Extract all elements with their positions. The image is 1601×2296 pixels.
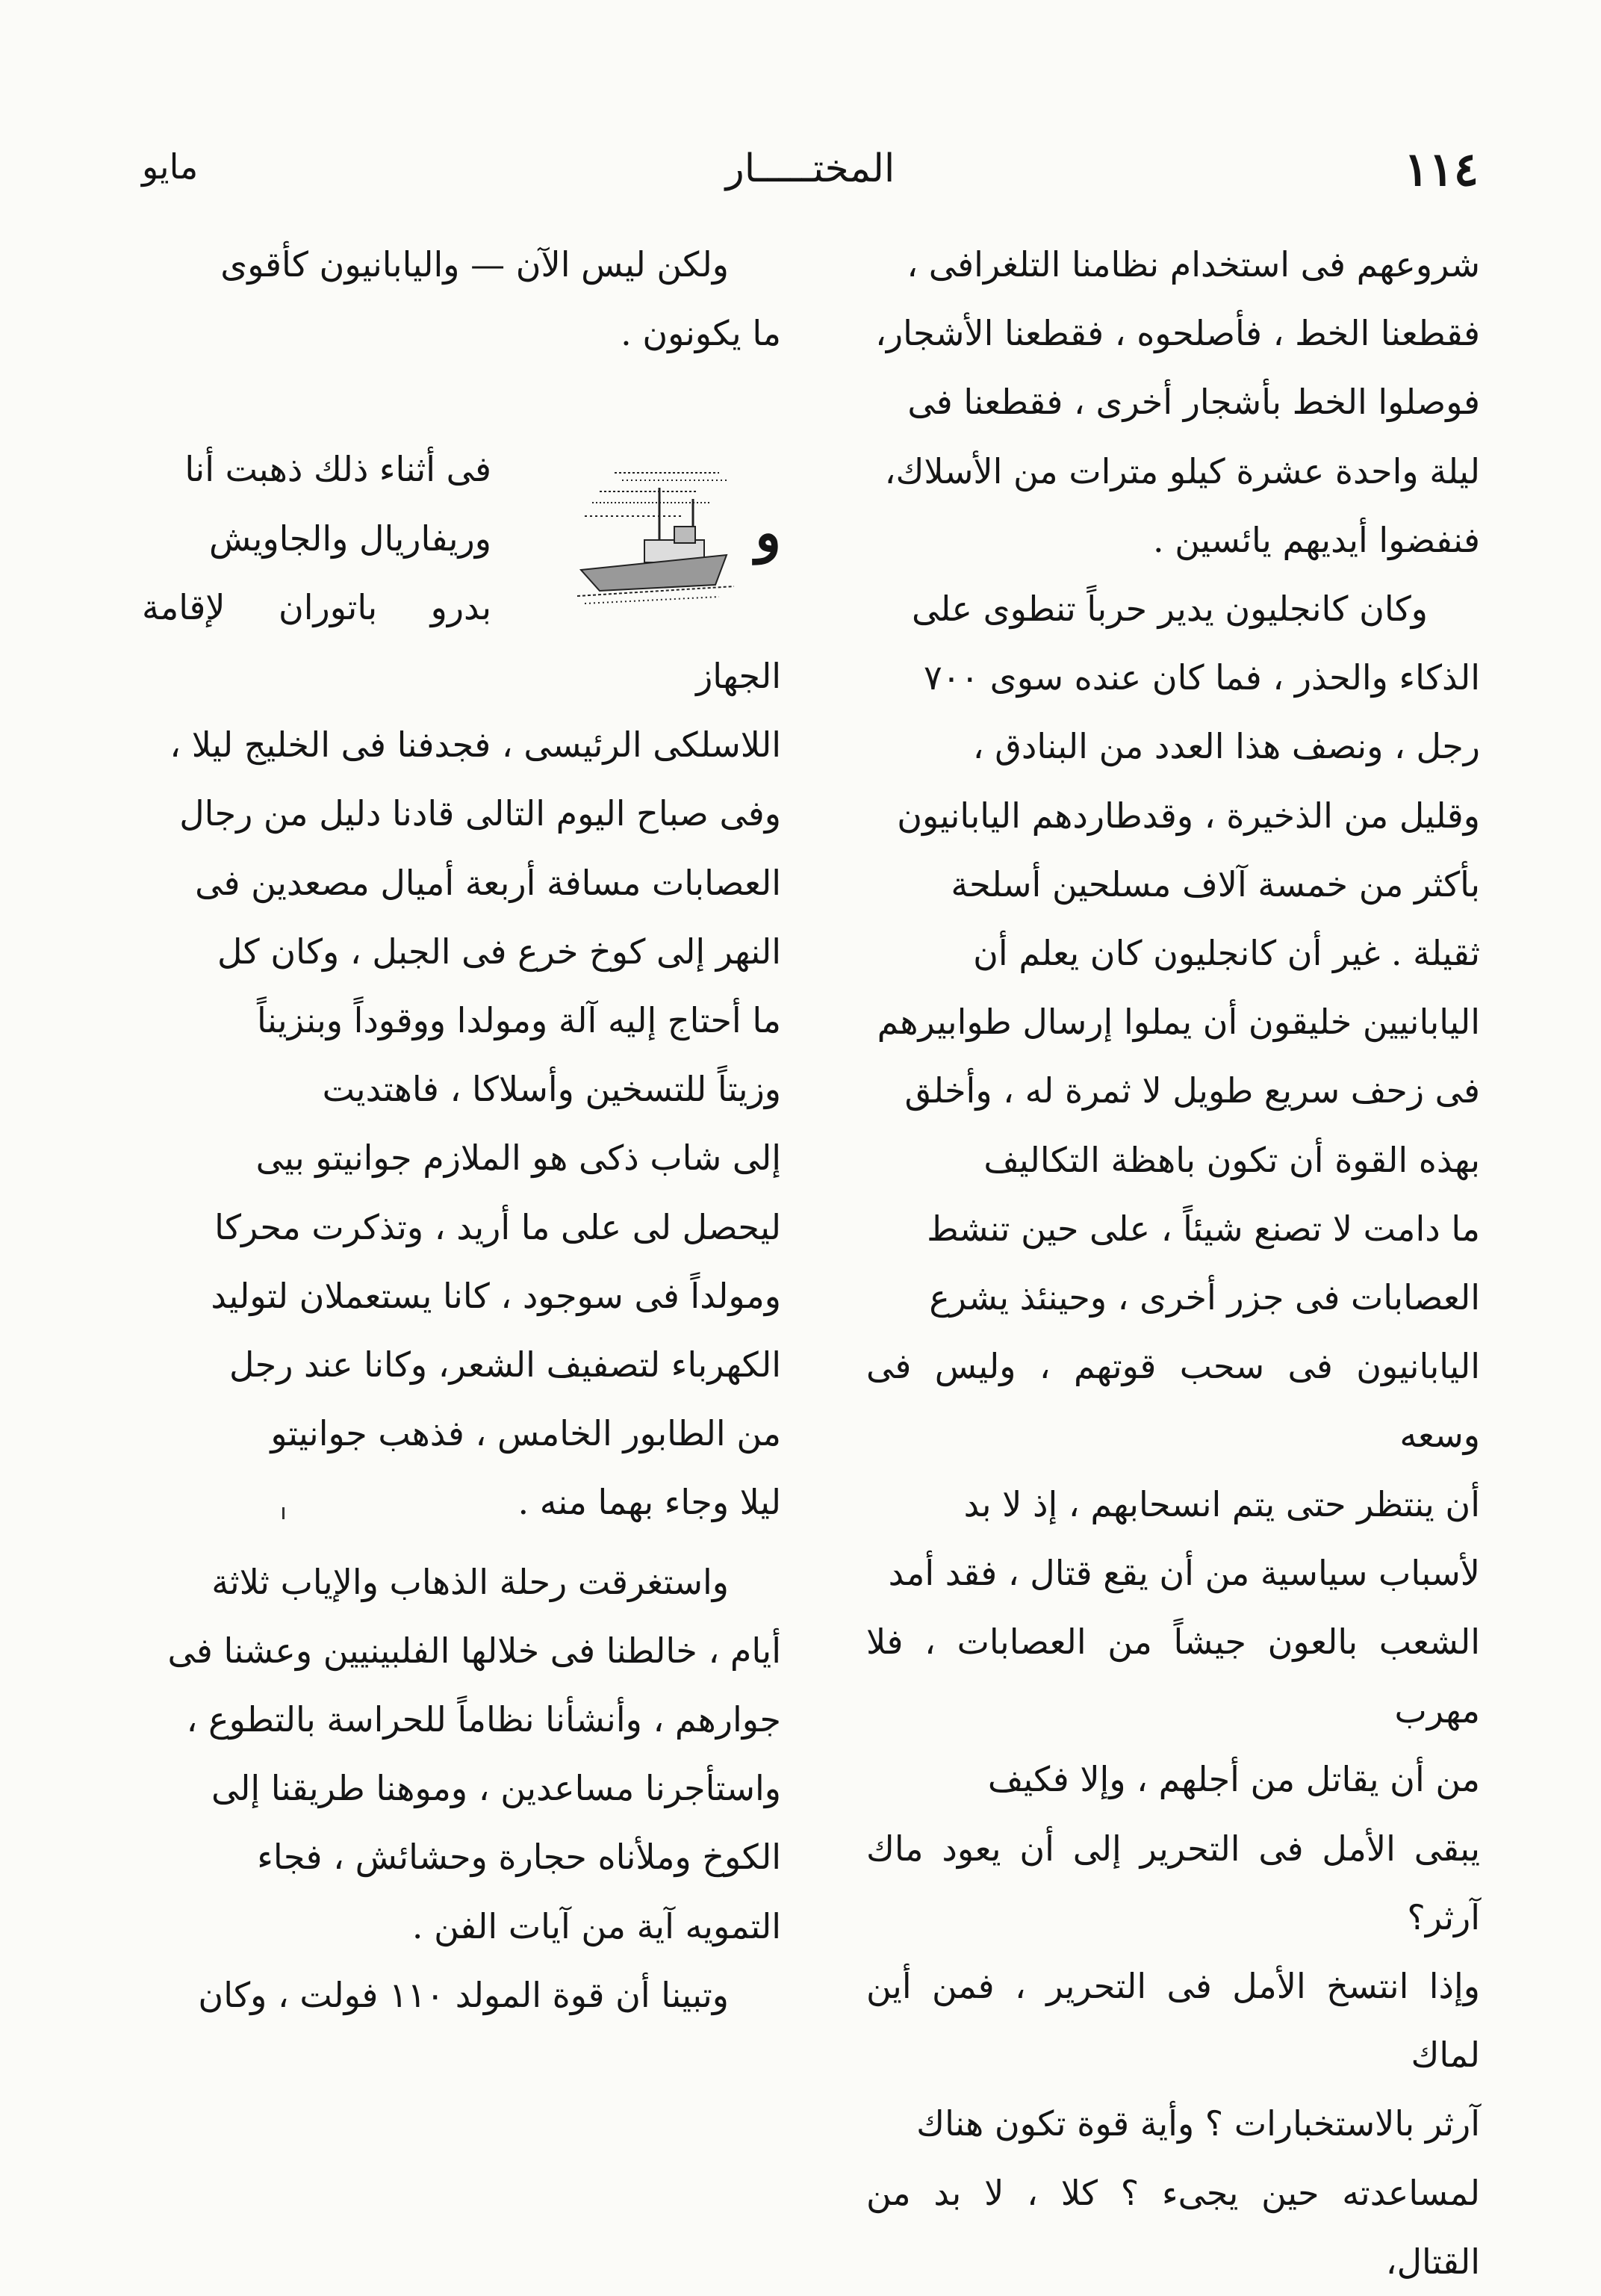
text-line: اليابانيين خليقون أن يملوا إرسال طوابيرهم [877,1002,1480,1043]
text-line: آرثر بالاستخبارات ؟ وأية قوة تكون هناك [916,2103,1480,2144]
text-line: واستغرقت رحلة الذهاب والإياب ثلاثة [211,1561,729,1602]
page-number: ١١٤ [1404,142,1479,196]
text-line: النهر إلى كوخ خرع فى الجبل ، وكان كل [217,931,781,972]
text-line: الذكاء والحذر ، فما كان عنده سوى ٧٠٠ [923,657,1480,698]
text-line: يبقى الأمل فى التحرير إلى أن يعود ماك آرثر؟ [866,1828,1480,1937]
text-line: وقليل من الذخيرة ، وقدطاردهم اليابانيون [897,795,1480,836]
text-line: من الطابور الخامس ، فذهب جوانيتو [270,1413,781,1454]
text-line: من أن يقاتل من أجلهم ، وإلا فكيف [987,1759,1480,1800]
text-line: وريفاريال والجاويش [209,518,491,559]
text-line: بأكثر من خمسة آلاف مسلحين أسلحة [951,863,1480,905]
text-line: فقطعنا الخط ، فأصلحوه ، فقطعنا الأشجار، [875,313,1480,354]
text-line: لأسباب سياسية من أن يقع قتال ، فقد أمد [888,1552,1480,1593]
text-line: فى زحف سريع طويل لا ثمرة له ، وأخلق [904,1070,1480,1111]
text-line: ليحصل لى على ما أريد ، وتذكرت محركا [214,1206,781,1247]
left-column [142,230,781,2029]
text-line: ثقيلة . غير أن كانجليون كان يعلم أن [973,933,1480,974]
text-line: أن ينتظر حتى يتم انسحابهم ، إذ لا بد [963,1483,1480,1524]
text-line: جوارهم ، وأنشأنا نظاماً للحراسة بالتطوع ، [186,1699,781,1740]
text-line: فنفضوا أيديهم يائسين . [1153,519,1480,560]
text-line: ما يكونون . [621,313,781,354]
text-line: وكان كانجليون يدير حرباً تنطوى على [911,589,1428,630]
text-line: العصابات مسافة أربعة أميال مصعدين فى [195,862,781,903]
text-line: وزيتاً للتسخين وأسلاكا ، فاهتديت [322,1069,781,1110]
text-line: رجل ، ونصف هذا العدد من البنادق ، [972,726,1480,767]
header-month: مايو [142,146,199,187]
text-line: ومولداً فى سوجود ، كانا يستعملان لتوليد [211,1275,781,1316]
text-line: الكهرباء لتصفيف الشعر، وكانا عند رجل [229,1344,781,1386]
text-line: ما دامت لا تصنع شيئاً ، على حين تنشط [927,1208,1480,1249]
print-mark [282,1507,285,1519]
text-line: وفى صباح اليوم التالى قادنا دليل من رجال [179,793,781,834]
text-line: اللاسلكى الرئيسى ، فجدفنا فى الخليج ليلا ، [170,725,781,766]
text-line: إلى شاب ذكى هو الملازم جوانيتو بيى [255,1138,781,1179]
text-line: العصابات فى جزر أخرى ، وحينئذ يشرع [929,1277,1480,1318]
text-line: وتبينا أن قوة المولد ١١٠ فولت ، وكان [198,1974,729,2015]
text-line: ما أحتاج إليه آلة ومولدا ووقوداً وبنزيناً [257,1000,781,1041]
page-header [142,142,1479,206]
text-line: ليلة واحدة عشرة كيلو مترات من الأسلاك، [884,450,1480,491]
text-line: بدرو باتوران لإقامة الجهاز [142,586,781,697]
text-line: فوصلوا الخط بأشجار أخرى ، فقطعنا فى [907,382,1480,423]
header-title: المختـــــار [725,146,895,191]
text-line: فى أثناء ذلك ذهبت أنا [184,449,491,490]
text-line: الشعب بالعون جيشاً من العصابات ، فلا مهرب [866,1622,1480,1731]
right-column [866,230,1480,2296]
text-line: أيام ، خالطنا فى خلالها الفلبينيين وعشنا فى [167,1630,781,1671]
illustration-with-drop-cap [512,439,781,626]
text-line: التمويه آية من آيات الفن . [411,1905,781,1946]
paragraph-gap [142,367,781,435]
text-line: ليلا وجاء بهما منه . [517,1482,781,1523]
paragraph-gap [142,1537,781,1548]
text-line: لمساعدته حين يجىء ؟ كلا ، لا بد من القتال، [866,2172,1480,2282]
drop-cap: و [755,500,781,565]
text-line: واستأجرنا مساعدين ، وموهنا طريقنا إلى [211,1768,781,1809]
text-line: الكوخ وملأناه حجارة وحشائش ، فجاء [257,1837,781,1878]
text-line: ولكن ليس الآن — واليابانيون كأقوى [220,244,729,285]
text-line: اليابانيون فى سحب قوتهم ، وليس فى وسعه [866,1346,1480,1456]
text-line: شروعهم فى استخدام نظامنا التلغرافى ، [907,244,1480,285]
ship-icon [570,458,742,607]
text-line: بهذه القوة أن تكون باهظة التكاليف [983,1139,1480,1180]
text-line: وإذا انتسخ الأمل فى التحرير ، فمن أين لماك [866,1966,1480,2076]
